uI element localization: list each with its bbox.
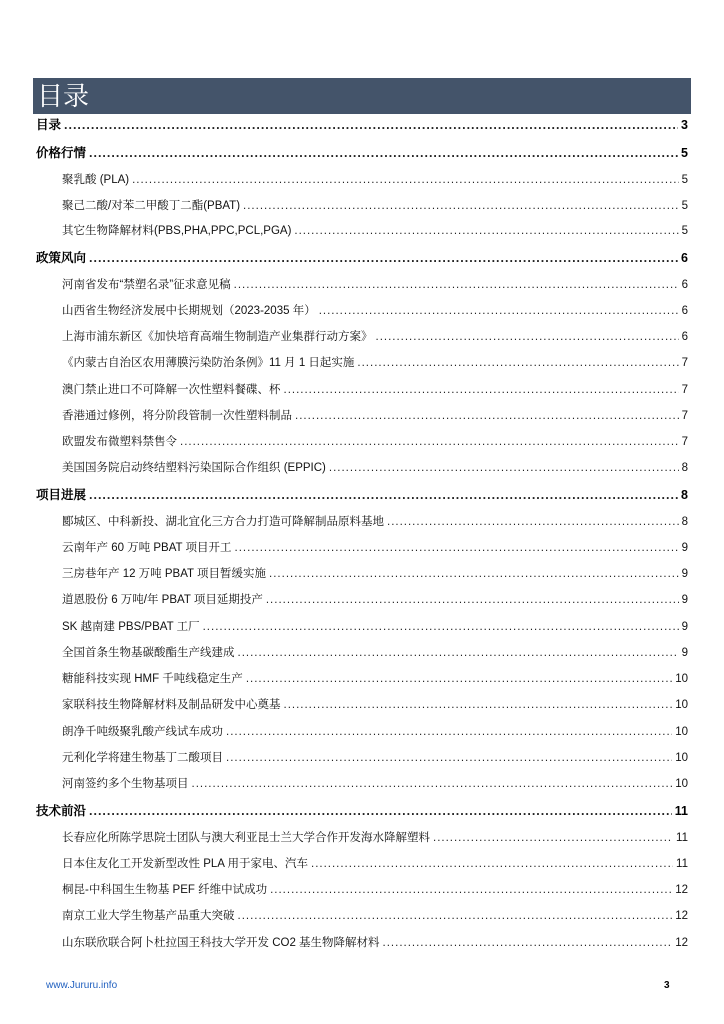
toc-entry[interactable]: 聚乳酸 (PLA) ..... 5 — [62, 171, 688, 189]
footer-page-number: 3 — [664, 980, 670, 991]
toc-entry[interactable]: 南京工业大学生物基产品重大突破 ..... 12 — [62, 907, 688, 925]
toc-entry[interactable]: 河南省发布“禁塑名录”征求意见稿 ..... 6 — [62, 276, 688, 294]
toc-entry[interactable]: 山东联欣联合阿卜杜拉国王科技大学开发 CO2 基生物降解材料 ..... 12 — [62, 934, 688, 952]
toc-entry[interactable]: 欧盟发布微塑料禁售令 ..... 7 — [62, 433, 688, 451]
toc-entry[interactable]: 河南签约多个生物基项目 ..... 10 — [62, 775, 688, 793]
toc-entry[interactable]: 道恩股份 6 万吨/年 PBAT 项目延期投产 ..... 9 — [62, 591, 688, 609]
toc-entry[interactable]: 山西省生物经济发展中长期规划（2023-2035 年） ..... 6 — [62, 302, 688, 320]
toc-entry[interactable]: 长春应化所陈学思院士团队与澳大利亚昆士兰大学合作开发海水降解塑料 ..... 11 — [62, 829, 688, 847]
toc-entry[interactable]: 糖能科技实现 HMF 千吨线稳定生产 ..... 10 — [62, 670, 688, 688]
toc-entry[interactable]: 元利化学将建生物基丁二酸项目 ..... 10 — [62, 749, 688, 767]
toc-entry[interactable]: 目录 ..... 3 — [36, 116, 688, 134]
toc-entry[interactable]: 技术前沿 ..... 11 — [36, 802, 688, 820]
toc-entry[interactable]: SK 越南建 PBS/PBAT 工厂 ..... 9 — [62, 618, 688, 636]
toc-entry[interactable]: 《内蒙古自治区农用薄膜污染防治条例》11 月 1 日起实施 ..... 7 — [62, 354, 688, 372]
footer-website-link[interactable]: www.Jururu.info — [46, 980, 118, 991]
toc-entry[interactable]: 项目进展 ..... 8 — [36, 486, 688, 504]
toc-entry[interactable]: 价格行情 ..... 5 — [36, 144, 688, 162]
toc-entry[interactable]: 澳门禁止进口不可降解一次性塑料餐碟、杯 ..... 7 — [62, 381, 688, 399]
toc-entry[interactable]: 美国国务院启动终结塑料污染国际合作组织 (EPPIC) ..... 8 — [62, 459, 688, 477]
toc-entry[interactable]: 云南年产 60 万吨 PBAT 项目开工 ..... 9 — [62, 539, 688, 557]
toc-entry[interactable]: 郾城区、中科新投、湖北宜化三方合力打造可降解制品原料基地 ..... 8 — [62, 513, 688, 531]
toc-heading: 目录 — [33, 78, 691, 114]
toc-entry[interactable]: 桐昆-中科国生生物基 PEF 纤维中试成功 ..... 12 — [62, 881, 688, 899]
toc-entry[interactable]: 其它生物降解材料(PBS,PHA,PPC,PCL,PGA) ..... 5 — [62, 222, 688, 240]
toc-entry[interactable]: 香港通过修例，将分阶段管制一次性塑料制品 ..... 7 — [62, 407, 688, 425]
toc-entry[interactable]: 朗净千吨级聚乳酸产线试车成功 ..... 10 — [62, 723, 688, 741]
toc-entry[interactable]: 三房巷年产 12 万吨 PBAT 项目暂缓实施 ..... 9 — [62, 565, 688, 583]
toc-entry[interactable]: 家联科技生物降解材料及制品研发中心奠基 ..... 10 — [62, 696, 688, 714]
toc-entry[interactable]: 上海市浦东新区《加快培育高端生物制造产业集群行动方案》 ..... 6 — [62, 328, 688, 346]
toc-entry[interactable]: 政策风向 ..... 6 — [36, 249, 688, 267]
toc-entry[interactable]: 全国首条生物基碳酸酯生产线建成 ..... 9 — [62, 644, 688, 662]
toc-entry[interactable]: 日本住友化工开发新型改性 PLA 用于家电、汽车 ..... 11 — [62, 855, 688, 873]
toc-entry[interactable]: 聚己二酸/对苯二甲酸丁二酯(PBAT) ..... 5 — [62, 197, 688, 215]
